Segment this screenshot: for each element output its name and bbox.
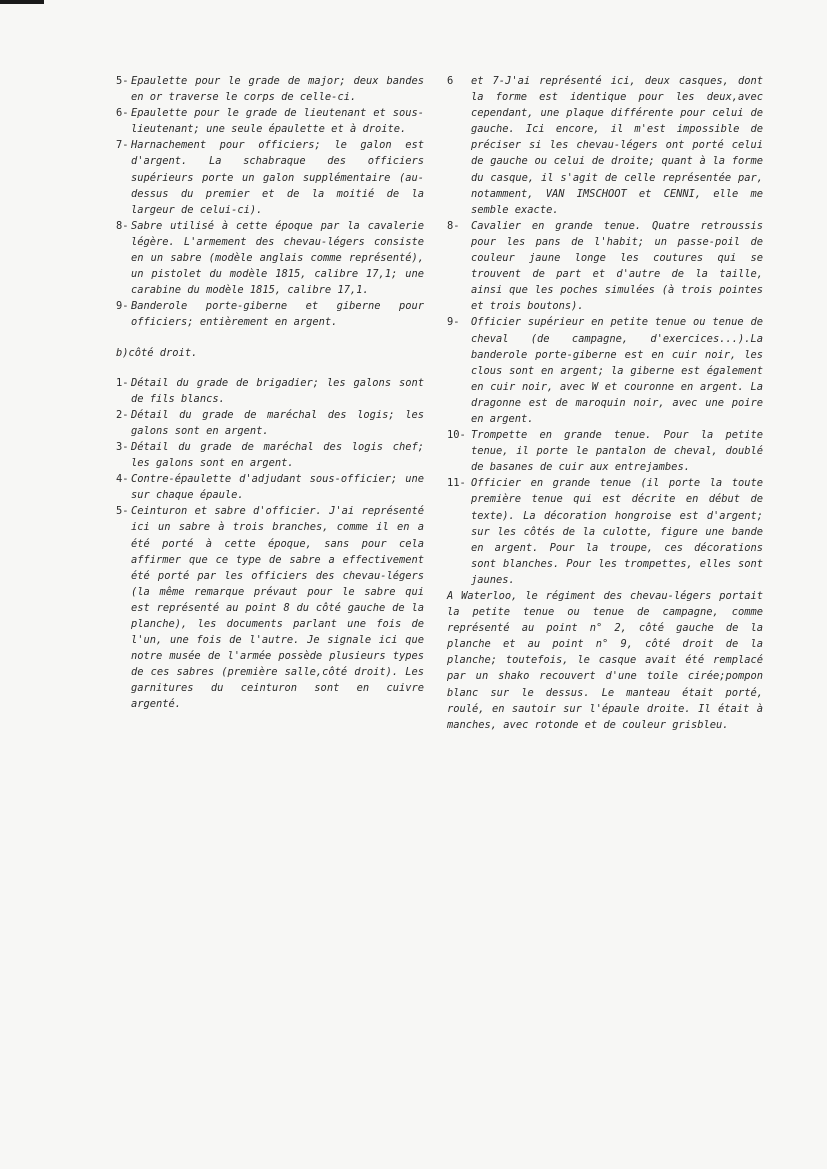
item-number: 2- — [116, 408, 129, 421]
right-items — [447, 73, 763, 588]
item-text: Epaulette pour le grade de lieutenant et sous-lieutenant; une seule épaulette et à droite. — [131, 107, 424, 136]
list-item — [116, 218, 424, 298]
item-number: 4- — [116, 473, 129, 486]
item-text: Epaulette pour le grade de major; deux bandes en or traverse le corps de celle-ci. — [131, 75, 424, 104]
item-number: 8- — [116, 219, 129, 232]
item-text: et 7-J'ai représenté ici, deux casques, dont la forme est identique pour les deux,avec cependant, une plaque différente pour celui de gauche. Ici encore, il m'est impossible de préciser si les chevau-légers ont porté celui de gauche ou celui de droite; quant à la forme du casque, il s'agit de celle représentée par, notamment, VAN IMSCHOOT et CENNI, elle me semble exacte. — [471, 75, 763, 216]
list-item — [447, 475, 763, 588]
item-text: Sabre utilisé à cette époque par la cavalerie légère. L'armement des chevau-légers consiste en un sabre (modèle anglais comme représenté), un pistolet du modèle 1815, calibre 17,1; une carabine du modèle 1815, calibre 17,1. — [131, 219, 424, 297]
item-text: Détail du grade de maréchal des logis; les galons sont en argent. — [131, 408, 424, 437]
item-number: 7- — [116, 139, 129, 152]
list-item — [116, 298, 424, 330]
item-number: 10- — [447, 429, 466, 442]
list-item — [116, 73, 424, 105]
item-text: Harnachement pour officiers; le galon est d'argent. La schabraque des officiers supérieurs porte un galon supplémentaire (au-dessus du premier et de la moitié de la largeur de celui-ci). — [131, 139, 424, 216]
scan-corner-mark — [0, 0, 44, 4]
right-column — [447, 73, 763, 733]
item-text: Officier en grande tenue (il porte la toute première tenue qui est décrite en début de texte). La décoration hongroise est d'argent; sur les côtés de la culotte, figure une bande en argent. Pour la troupe, ces décorations sont blanches. Pour les trompettes, elles sont jaunes. — [471, 477, 763, 586]
item-number: 6- — [116, 107, 129, 120]
spacer — [116, 361, 424, 375]
item-number: 11- — [447, 477, 466, 490]
list-item — [447, 218, 763, 315]
list-item — [116, 105, 424, 137]
item-number: 5- — [116, 505, 129, 518]
subheading: b)côté droit. — [116, 346, 198, 359]
list-item — [116, 375, 424, 407]
item-number: 3- — [116, 440, 129, 453]
list-item — [116, 137, 424, 217]
closing-paragraph: A Waterloo, le régiment des chevau-légers portait la petite tenue ou tenue de campagne, comme représenté au point n° 2, côté gauche de la planche et au point n° 9, côté droit de la planche; toutefois, le casque avait été remplacé par un shako recouvert d'une toile cirée;pompon blanc sur le dessus. Le manteau était porté, roulé, en sautoir sur l'épaule droite. Il était à manches, avec rotonde et de couleur grisbleu. — [447, 590, 763, 731]
item-number: 5- — [116, 75, 129, 87]
spacer — [116, 331, 424, 345]
item-number: 9- — [116, 300, 129, 313]
item-number: 8- — [447, 219, 460, 232]
item-text: Trompette en grande tenue. Pour la petite tenue, il porte le pantalon de cheval, doublé de basanes de cuir aux entrejambes. — [471, 429, 763, 474]
item-text: Officier supérieur en petite tenue ou tenue de cheval (de campagne, d'exercices...).La banderole porte-giberne est en cuir noir, les clous sont en argent; la giberne est également en cuir noir, avec W et couronne en argent. La dragonne est de maroquin noir, avec une poire en argent. — [471, 316, 763, 425]
list-item — [447, 73, 763, 218]
left-column — [116, 73, 424, 713]
list-item — [116, 407, 424, 439]
item-number: 1- — [116, 376, 129, 389]
item-number: 6 — [447, 75, 460, 87]
item-text: Contre-épaulette d'adjudant sous-officier; une sur chaque épaule. — [131, 473, 424, 502]
item-text: Détail du grade de maréchal des logis chef; les galons sont en argent. — [131, 440, 424, 470]
list-item — [447, 427, 763, 475]
item-number: 9- — [447, 316, 460, 329]
list-item — [447, 314, 763, 427]
list-item — [116, 439, 424, 471]
item-text: Cavalier en grande tenue. Quatre retroussis pour les pans de l'habit; un passe-poil de couleur jaune longe les coutures qui se trouvent de part et d'autre de la taille, ainsi que les poches simulées (à trois pointes et trois boutons). — [471, 219, 763, 313]
list-item — [116, 471, 424, 503]
item-text: Détail du grade de brigadier; les galons sont de fils blancs. — [131, 376, 424, 405]
item-text: Ceinturon et sabre d'officier. J'ai représenté ici un sabre à trois branches, comme il en a été porté à cette époque, sans pour cela affirmer que ce type de sabre a effectivement été porté par les officiers des chevau-légers (la même remarque prévaut pour le sabre qui est représenté au point 8 du côté gauche de la planche), les documents parlant une fois de l'un, une fois de l'autre. Je signale ici que notre musée de l'armée possède plusieurs types de ces sabres (première salle,côté droit). Les garnitures du ceinturon sont en cuivre argenté. — [131, 505, 424, 711]
left-items-b — [116, 375, 424, 713]
item-text: Banderole porte-giberne et giberne pour officiers; entièrement en argent. — [131, 300, 424, 329]
list-item — [116, 503, 424, 712]
left-items-a — [116, 73, 424, 331]
